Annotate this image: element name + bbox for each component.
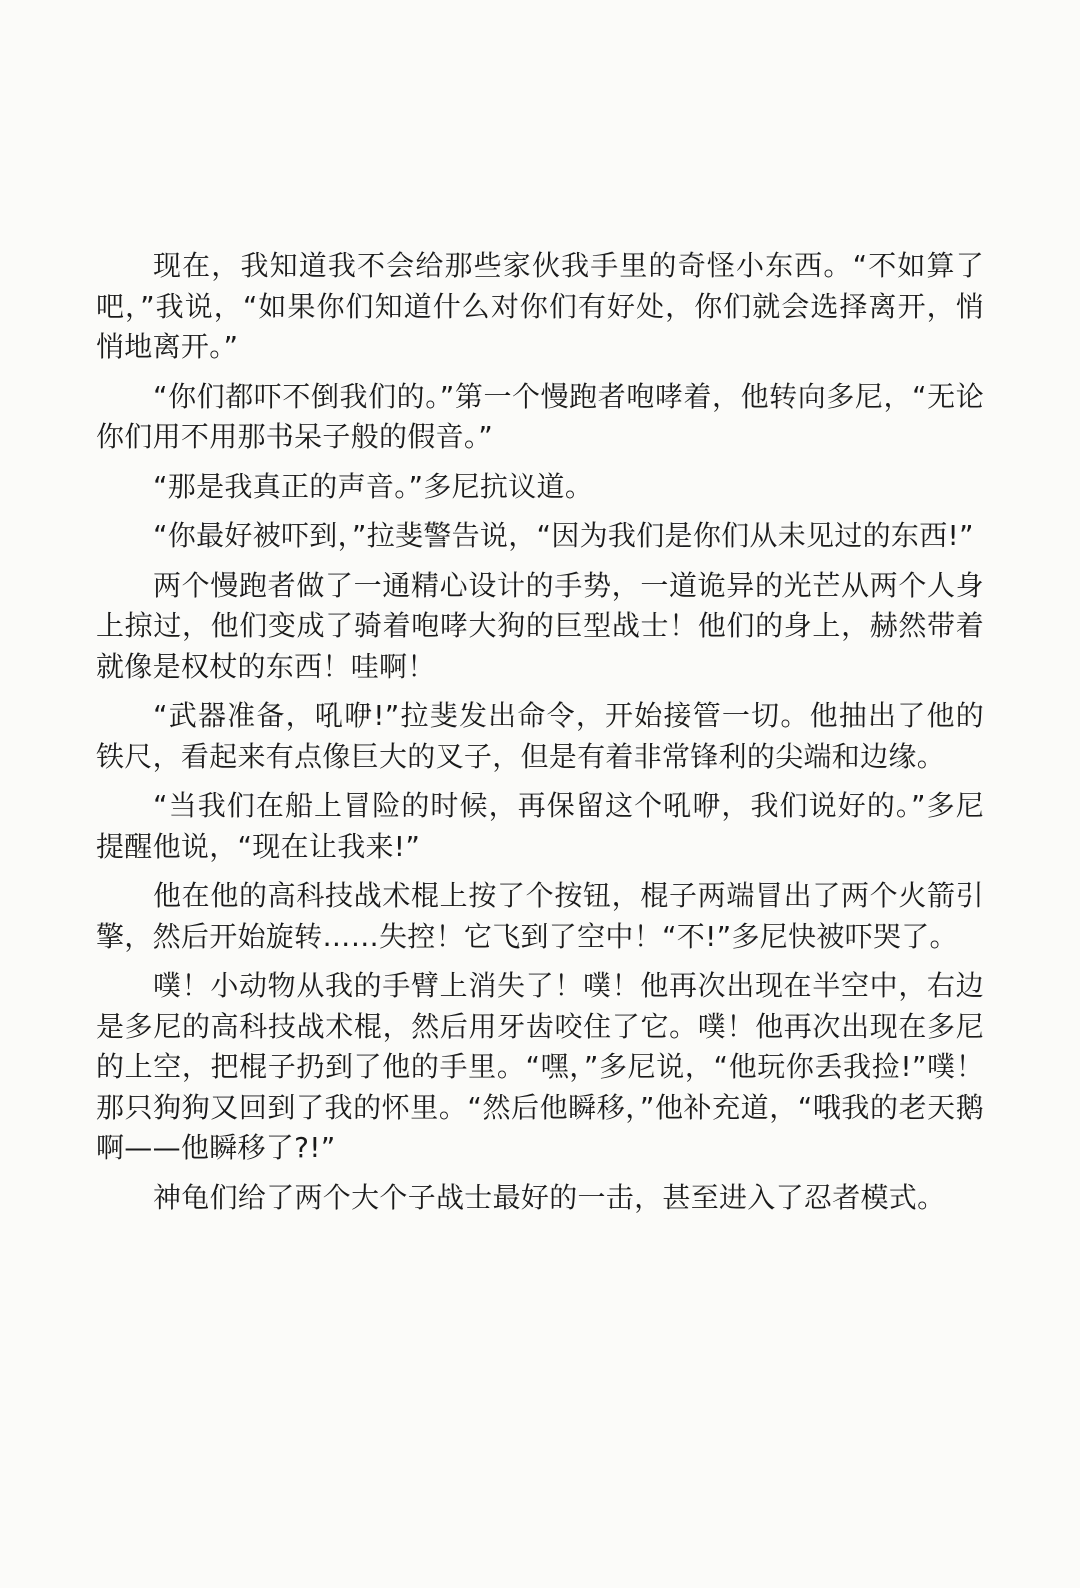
paragraph-7: “当我们在船上冒险的时候，再保留这个吼咿，我们说好的。”多尼提醒他说，“现在让我来!” (96, 789, 984, 863)
body-text (96, 246, 984, 1218)
paragraph-10: 神龟们给了两个大个子战士最好的一击，甚至进入了忍者模式。 (153, 1180, 946, 1214)
paragraph-3: “那是我真正的声音。”多尼抗议道。 (153, 469, 594, 503)
paragraph-5: 两个慢跑者做了一通精心设计的手势，一道诡异的光芒从两个人身上掠过，他们变成了骑着咆哮大狗的巨型战士！他们的身上，赫然带着就像是权杖的东西！哇啊！ (96, 568, 984, 683)
paragraph-2: “你们都吓不倒我们的。”第一个慢跑者咆哮着，他转向多尼，“无论你们用不用那书呆子般的假音。” (96, 379, 984, 453)
paragraph-6: “武器准备，吼咿!”拉斐发出命令，开始接管一切。他抽出了他的铁尺，看起来有点像巨大的叉子，但是有着非常锋利的尖端和边缘。 (96, 699, 984, 773)
paragraph-8: 他在他的高科技战术棍上按了个按钮，棍子两端冒出了两个火箭引擎，然后开始旋转……失控！它飞到了空中！“不!”多尼快被吓哭了。 (96, 879, 984, 953)
paragraph-4: “你最好被吓到，”拉斐警告说，“因为我们是你们从未见过的东西!” (153, 519, 974, 552)
paragraph-1: 现在，我知道我不会给那些家伙我手里的奇怪小东西。“不如算了吧，”我说，“如果你们知道什么对你们有好处，你们就会选择离开，悄悄地离开。” (96, 249, 984, 363)
paragraph-9: 噗！小动物从我的手臂上消失了！噗！他再次出现在半空中，右边是多尼的高科技战术棍，然后用牙齿咬住了它。噗！他再次出现在多尼的上空，把棍子扔到了他的手里。“嘿，”多尼说，“他玩你丢我捡!”噗！那只狗狗又回到了我的怀里。“然后他瞬移，”他补充道，“哦我的老天鹅啊——他瞬移了?!” (96, 969, 984, 1164)
